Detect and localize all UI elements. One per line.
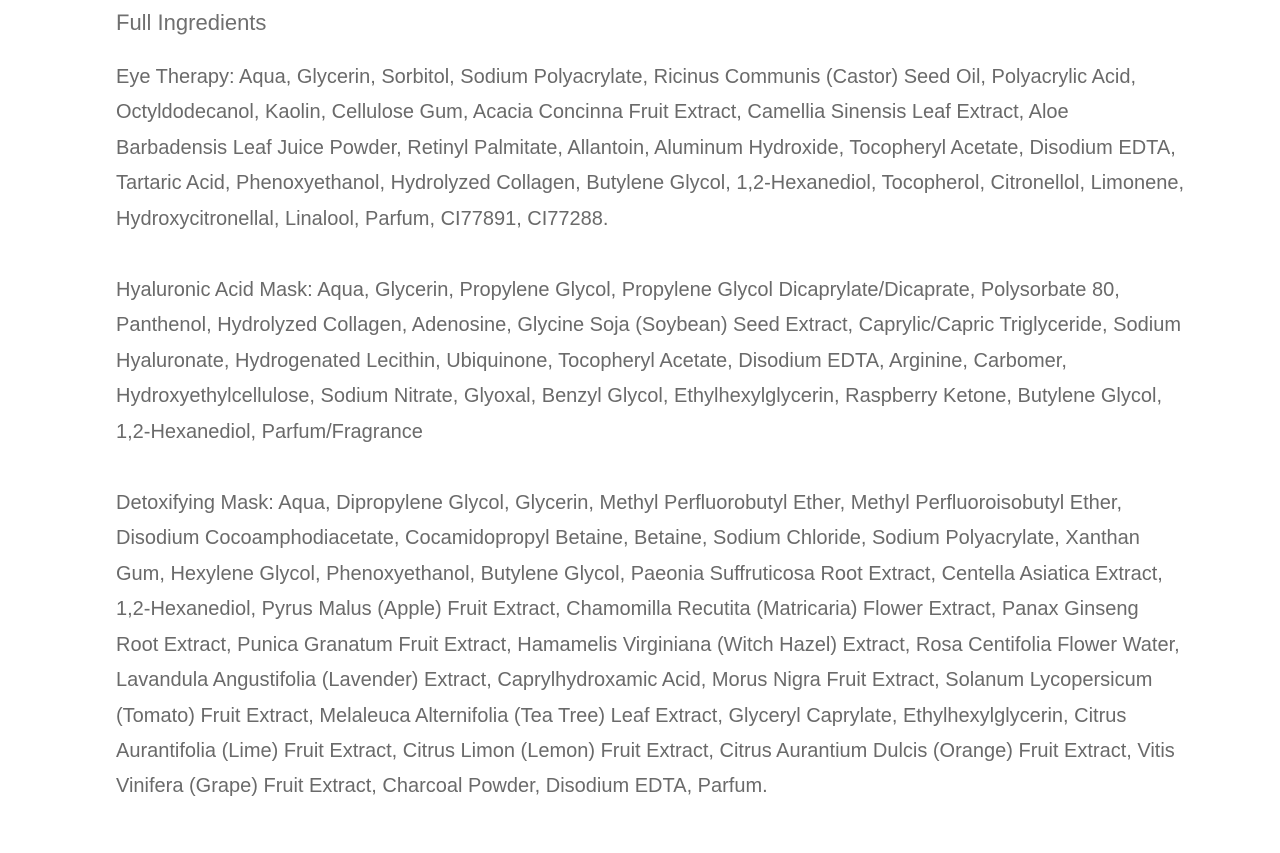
- ingredients-content: [116, 8, 1184, 805]
- eye-therapy-ingredients: Eye Therapy: Aqua, Glycerin, Sorbitol, Sodium Polyacrylate, Ricinus Communis (Castor) Seed Oil, Polyacrylic Acid, Octyldodecanol, Kaolin, Cellulose Gum, Acacia Concinna Fruit Extract, Camellia Sinensis Leaf Extract, Aloe Barbadensis Leaf Juice Powder, Retinyl Palmitate, Allantoin, Aluminum Hydroxide, Tocopheryl Acetate, Disodium EDTA, Tartaric Acid, Phenoxyethanol, Hydrolyzed Collagen, Butylene Glycol, 1,2-Hexanediol, Tocopherol, Citronellol, Limonene, Hydroxycitronellal, Linalool, Parfum, CI77891, CI77288.: [116, 66, 1184, 230]
- page-title: Full Ingredients: [116, 10, 267, 35]
- detoxifying-mask-ingredients: Detoxifying Mask: Aqua, Dipropylene Glycol, Glycerin, Methyl Perfluorobutyl Ether, Methyl Perfluoroisobutyl Ether, Disodium Cocoamphodiacetate, Cocamidopropyl Betaine, Betaine, Sodium Chloride, Sodium Polyacrylate, Xanthan Gum, Hexylene Glycol, Phenoxyethanol, Butylene Glycol, Paeonia Suffruticosa Root Extract, Centella Asiatica Extract, 1,2-Hexanediol, Pyrus Malus (Apple) Fruit Extract, Chamomilla Recutita (Matricaria) Flower Extract, Panax Ginseng Root Extract, Punica Granatum Fruit Extract, Hamamelis Virginiana (Witch Hazel) Extract, Rosa Centifolia Flower Water, Lavandula Angustifolia (Lavender) Extract, Caprylhydroxamic Acid, Morus Nigra Fruit Extract, Solanum Lycopersicum (Tomato) Fruit Extract, Melaleuca Alternifolia (Tea Tree) Leaf Extract, Glyceryl Caprylate, Ethylhexylglycerin, Citrus Aurantifolia (Lime) Fruit Extract, Citrus Limon (Lemon) Fruit Extract, Citrus Aurantium Dulcis (Orange) Fruit Extract, Vitis Vinifera (Grape) Fruit Extract, Charcoal Powder, Disodium EDTA, Parfum.: [116, 492, 1180, 798]
- hyaluronic-acid-mask-ingredients: Hyaluronic Acid Mask: Aqua, Glycerin, Propylene Glycol, Propylene Glycol Dicaprylate/Dicaprate, Polysorbate 80, Panthenol, Hydrolyzed Collagen, Adenosine, Glycine Soja (Soybean) Seed Extract, Caprylic/Capric Triglyceride, Sodium Hyaluronate, Hydrogenated Lecithin, Ubiquinone, Tocopheryl Acetate, Disodium EDTA, Arginine, Carbomer, Hydroxyethylcellulose, Sodium Nitrate, Glyoxal, Benzyl Glycol, Ethylhexylglycerin, Raspberry Ketone, Butylene Glycol, 1,2-Hexanediol, Parfum/Fragrance: [116, 279, 1181, 443]
